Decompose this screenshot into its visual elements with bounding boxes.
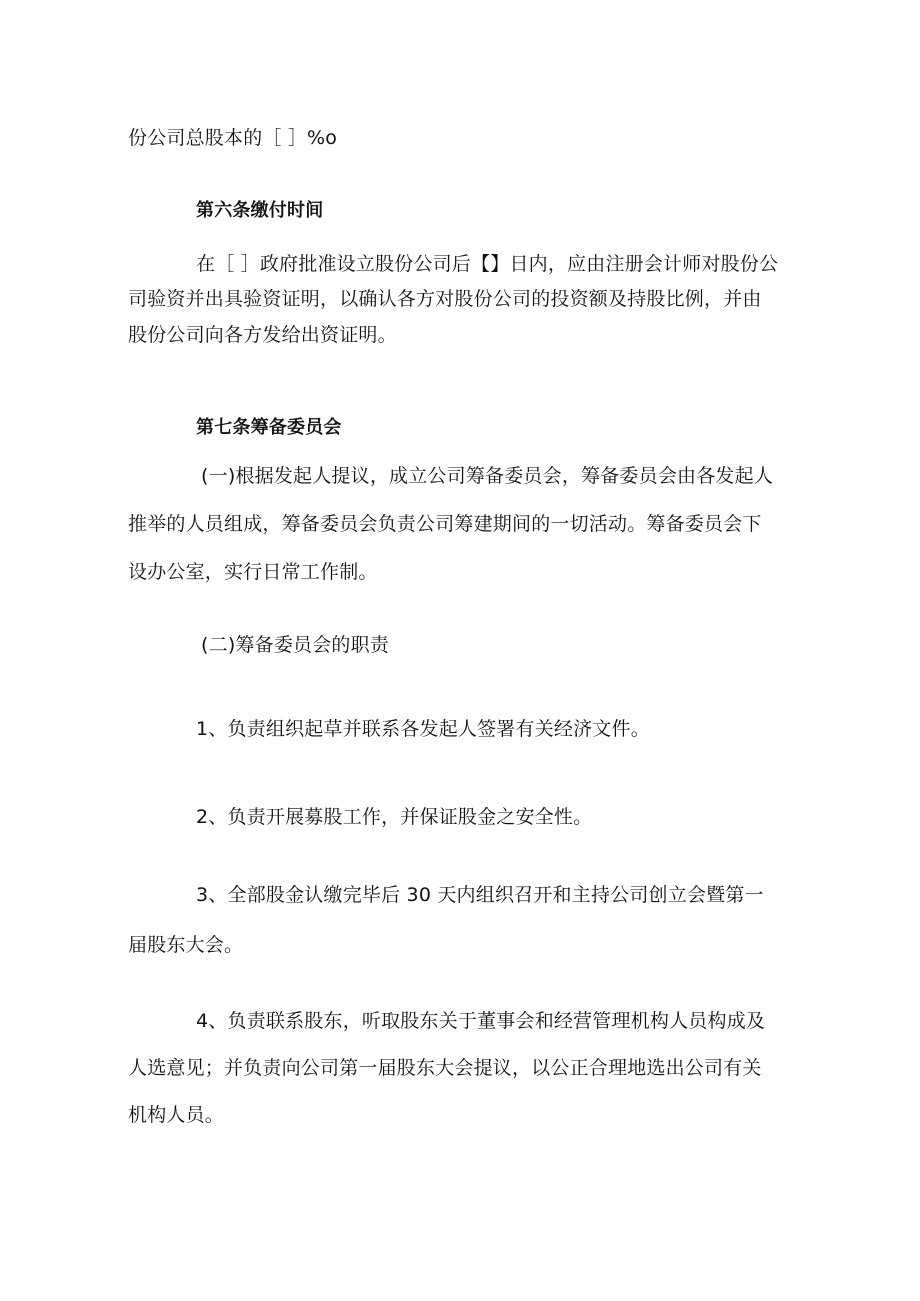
text-line: 3、全部股金认缴完毕后 30 天内组织召开和主持公司创立会暨第一 (196, 884, 764, 906)
text-line: 推举的人员组成，筹备委员会负责公司筹建期间的一切活动。筹备委员会下 (128, 513, 762, 535)
text-line: 股份公司向各方发给出资证明。 (128, 324, 397, 346)
article-7-heading: 第七条筹备委员会 (196, 417, 342, 438)
text-line: (二)筹备委员会的职责 (201, 634, 390, 656)
article-6-heading: 第六条缴付时间 (196, 200, 324, 221)
text-line: 2、负责开展募股工作，并保证股金之安全性。 (196, 806, 593, 828)
text-line: 在［ ］政府批准设立股份公司后【】日内，应由注册会计师对股份公 (196, 253, 779, 275)
text-line: 1、负责组织起草并联系各发起人签署有关经济文件。 (196, 718, 650, 740)
text-line: 4、负责联系股东，听取股东关于董事会和经营管理机构人员构成及 (196, 1010, 766, 1032)
text-line: 司验资并出具验资证明，以确认各方对股份公司的投资额及持股比例，并由 (128, 288, 762, 310)
text-line: 份公司总股本的［ ］%o (128, 127, 338, 149)
text-line: 机构人员。 (128, 1104, 225, 1126)
text-line: (一)根据发起人提议，成立公司筹备委员会，筹备委员会由各发起人 (201, 465, 774, 487)
text-line: 届股东大会。 (128, 934, 244, 956)
text-line: 人选意见；并负责向公司第一届股东大会提议，以公正合理地选出公司有关 (128, 1057, 762, 1079)
text-line: 设办公室，实行日常工作制。 (128, 561, 378, 583)
